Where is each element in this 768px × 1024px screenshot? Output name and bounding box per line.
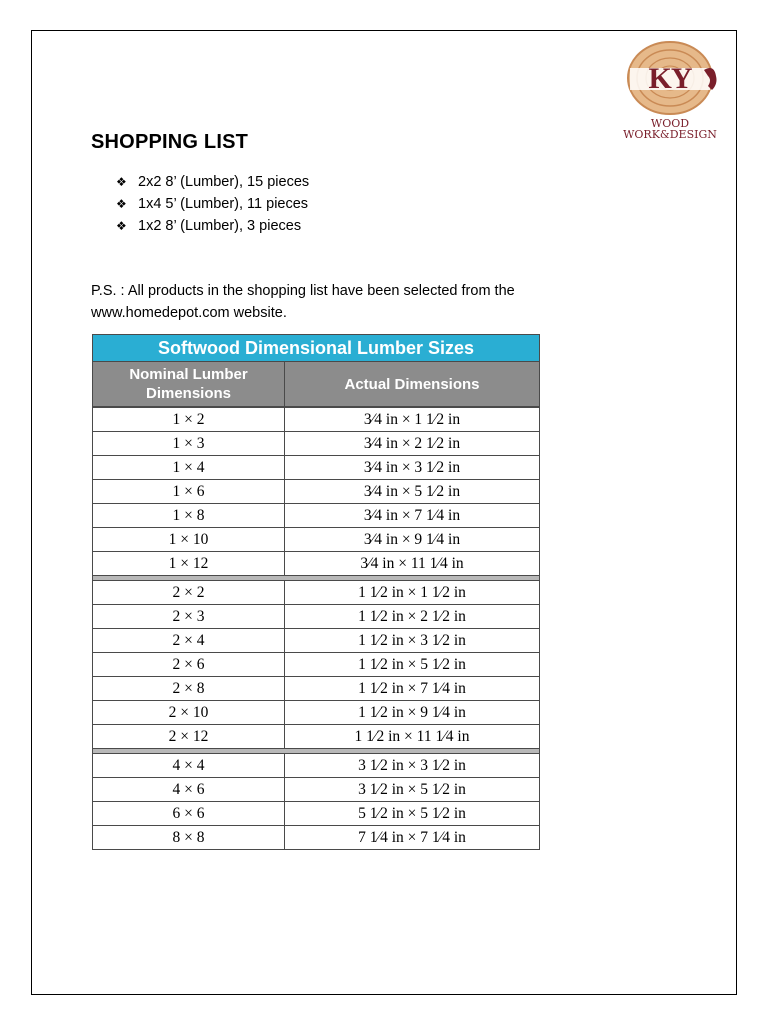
cell-nominal: 1 × 2 [93,408,285,431]
table-header [92,361,540,407]
cell-nominal: 2 × 6 [93,653,285,676]
table-row [92,456,540,480]
table-row [92,480,540,504]
header-nominal: Nominal Lumber Dimensions [93,362,285,406]
table-group [92,580,540,749]
cell-actual: 3⁄4 in × 7 1⁄4 in [363,506,461,524]
table-row [92,653,540,677]
company-logo [616,40,724,145]
cell-nominal: 2 × 10 [93,701,285,724]
list-item [116,193,309,215]
cell-actual: 3 1⁄2 in × 3 1⁄2 in [358,756,466,774]
cell-actual: 1 1⁄2 in × 2 1⁄2 in [358,607,466,625]
table-row [92,725,540,749]
cell-nominal: 1 × 4 [93,456,285,479]
list-item [116,215,309,237]
list-item [116,171,309,193]
list-item-text: 1x2 8’ (Lumber), 3 pieces [138,218,302,234]
cell-nominal: 2 × 8 [93,677,285,700]
cell-nominal: 1 × 8 [93,504,285,527]
cell-actual: 3⁄4 in × 5 1⁄2 in [363,482,461,500]
table-row [92,605,540,629]
table-row [92,778,540,802]
table-body [92,407,540,850]
table-row [92,701,540,725]
cell-actual: 1 1⁄2 in × 1 1⁄2 in [358,583,466,601]
table-row [92,504,540,528]
table-row [92,802,540,826]
diamond-bullet-icon: ❖ [116,219,127,233]
table-row [92,753,540,778]
cell-actual: 3 1⁄2 in × 5 1⁄2 in [358,780,466,798]
list-item-text: 2x2 8’ (Lumber), 15 pieces [138,174,310,190]
cell-nominal: 1 × 12 [93,552,285,575]
logo-line2: WORK&DESIGN [623,128,717,141]
logo-initials: KY [648,62,692,95]
table-row [92,826,540,850]
cell-nominal: 1 × 6 [93,480,285,503]
page-title: SHOPPING LIST [91,131,249,153]
cell-actual: 1 1⁄2 in × 11 1⁄4 in [354,727,470,745]
cell-nominal: 4 × 4 [93,754,285,777]
cell-nominal: 2 × 3 [93,605,285,628]
cell-nominal: 1 × 3 [93,432,285,455]
table-row [92,580,540,605]
table-row [92,407,540,432]
cell-nominal: 6 × 6 [93,802,285,825]
table-row [92,677,540,701]
cell-nominal: 8 × 8 [93,826,285,849]
cell-actual: 3⁄4 in × 11 1⁄4 in [360,554,464,572]
table-title: Softwood Dimensional Lumber Sizes [92,334,540,361]
diamond-bullet-icon: ❖ [116,175,127,189]
diamond-bullet-icon: ❖ [116,197,127,211]
cell-actual: 3⁄4 in × 2 1⁄2 in [363,434,461,452]
table-group [92,753,540,850]
cell-actual: 3⁄4 in × 9 1⁄4 in [363,530,461,548]
cell-actual: 1 1⁄2 in × 9 1⁄4 in [358,703,466,721]
cell-actual: 1 1⁄2 in × 5 1⁄2 in [358,655,466,673]
cell-nominal: 2 × 2 [93,581,285,604]
cell-nominal: 4 × 6 [93,778,285,801]
cell-actual: 5 1⁄2 in × 5 1⁄2 in [358,804,466,822]
table-row [92,528,540,552]
lumber-sizes-table [92,334,540,850]
table-row [92,432,540,456]
cell-actual: 1 1⁄2 in × 7 1⁄4 in [358,679,466,697]
table-row [92,552,540,576]
cell-actual: 3⁄4 in × 3 1⁄2 in [363,458,461,476]
shopping-list [116,171,309,237]
ps-note: P.S. : All products in the shopping list have been selected from the www.homedepot.com website. [91,283,515,321]
table-row [92,629,540,653]
cell-nominal: 2 × 12 [93,725,285,748]
cell-nominal: 2 × 4 [93,629,285,652]
cell-actual: 7 1⁄4 in × 7 1⁄4 in [358,828,466,846]
table-group [92,407,540,576]
cell-actual: 3⁄4 in × 1 1⁄2 in [363,410,461,428]
header-actual: Actual Dimensions [344,375,480,393]
cell-actual: 1 1⁄2 in × 3 1⁄2 in [358,631,466,649]
cell-nominal: 1 × 10 [93,528,285,551]
logo-line1: WOOD [650,117,690,130]
list-item-text: 1x4 5’ (Lumber), 11 pieces [138,196,309,212]
